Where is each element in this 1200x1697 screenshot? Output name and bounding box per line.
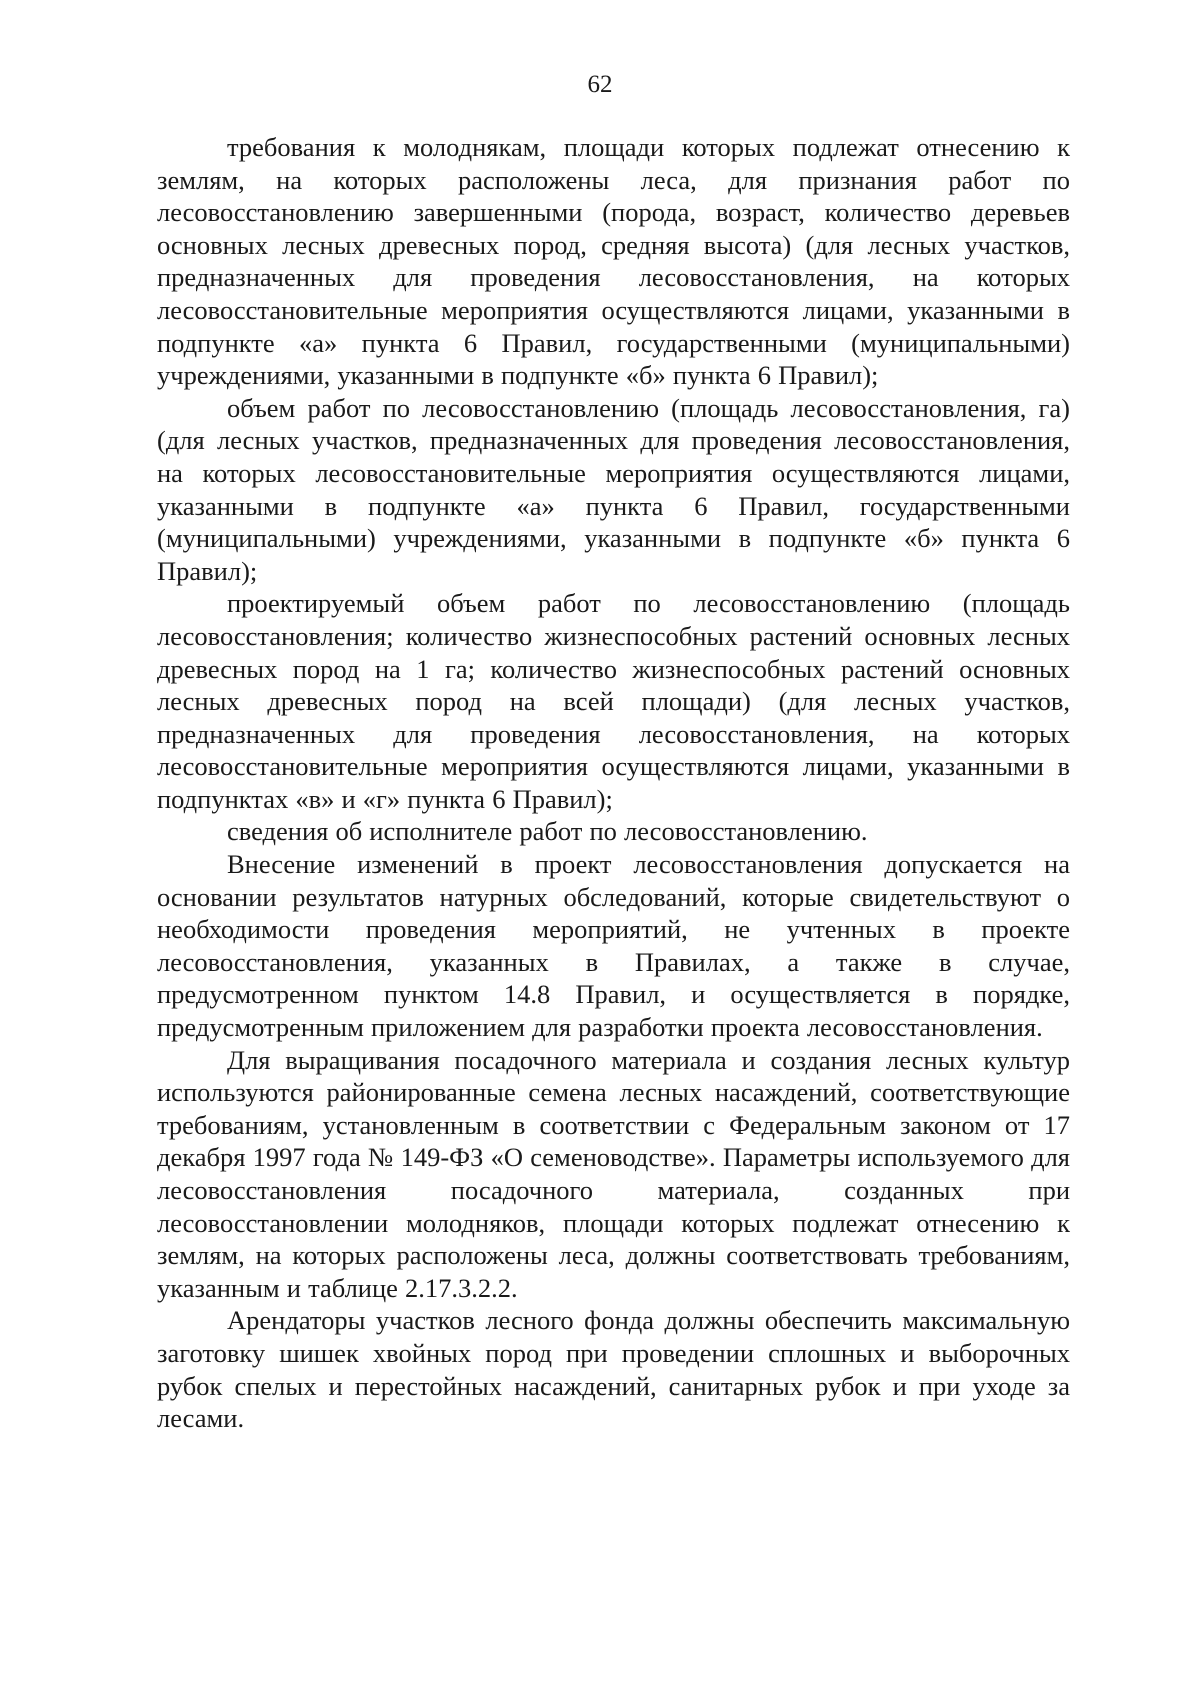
paragraph-projected-work-volume: проектируемый объем работ по лесовосстановлению (площадь лесовосстановления; количество жизнеспособных растений основных лесных древесных пород на 1 га; количество жизнеспособных растений основных лесных древесных пород на всей площади) (для лесных участков, предназначенных для проведения лесовосстановления, на которых лесовосстановительные мероприятия осуществляются лицами, указанными в подпунктах «в» и «г» пункта 6 Правил); (157, 588, 1070, 814)
paragraph-young-stand-requirements: требования к молоднякам, площади которых подлежат отнесению к землям, на которых расположены леса, для признания работ по лесовосстановлению завершенными (порода, возраст, количество деревьев основных лесных древесных пород, средняя высота) (для лесных участков, предназначенных для проведения лесовосстановления, на которых лесовосстановительные мероприятия осуществляются лицами, указанными в подпункте «а» пункта 6 Правил, государственными (муниципальными) учреждениями, указанными в подпункте «б» пункта 6 Правил); (157, 132, 1070, 391)
page-number: 62 (587, 71, 613, 98)
paragraph-work-volume: объем работ по лесовосстановлению (площадь лесовосстановления, га) (для лесных участков, предназначенных для проведения лесовосстановления, на которых лесовосстановительные мероприятия осуществляются лицами, указанными в подпункте «а» пункта 6 Правил, государственными (муниципальными) учреждениями, указанными в подпункте «б» пункта 6 Правил); (157, 392, 1070, 586)
document-body (157, 131, 1070, 1435)
paragraph-planting-material: Для выращивания посадочного материала и создания лесных культур используются районированные семена лесных насаждений, соответствующие требованиям, установленным в соответствии с Федеральным законом от 17 декабря 1997 года № 149-ФЗ «О семеноводстве». Параметры используемого для лесовосстановления посадочного материала, созданных при лесовосстановлении молодняков, площади которых подлежат отнесению к землям, на которых расположены леса, должны соответствовать требованиям, указанным и таблице 2.17.3.2.2. (157, 1044, 1070, 1303)
paragraph-contractor-info: сведения об исполнителе работ по лесовосстановлению. (227, 816, 868, 847)
paragraph-project-amendments: Внесение изменений в проект лесовосстановления допускается на основании результатов натурных обследований, которые свидетельствуют о необходимости проведения мероприятий, не учтенных в проекте лесовосстановления, указанных в Правилах, а также в случае, предусмотренном пунктом 14.8 Правил, и осуществляется в порядке, предусмотренным приложением для разработки проекта лесовосстановления. (157, 849, 1070, 1043)
paragraph-tenants-cone-harvesting: Арендаторы участков лесного фонда должны обеспечить максимальную заготовку шишек хвойных пород при проведении сплошных и выборочных рубок спелых и перестойных насаждений, санитарных рубок и при уходе за лесами. (157, 1305, 1070, 1434)
